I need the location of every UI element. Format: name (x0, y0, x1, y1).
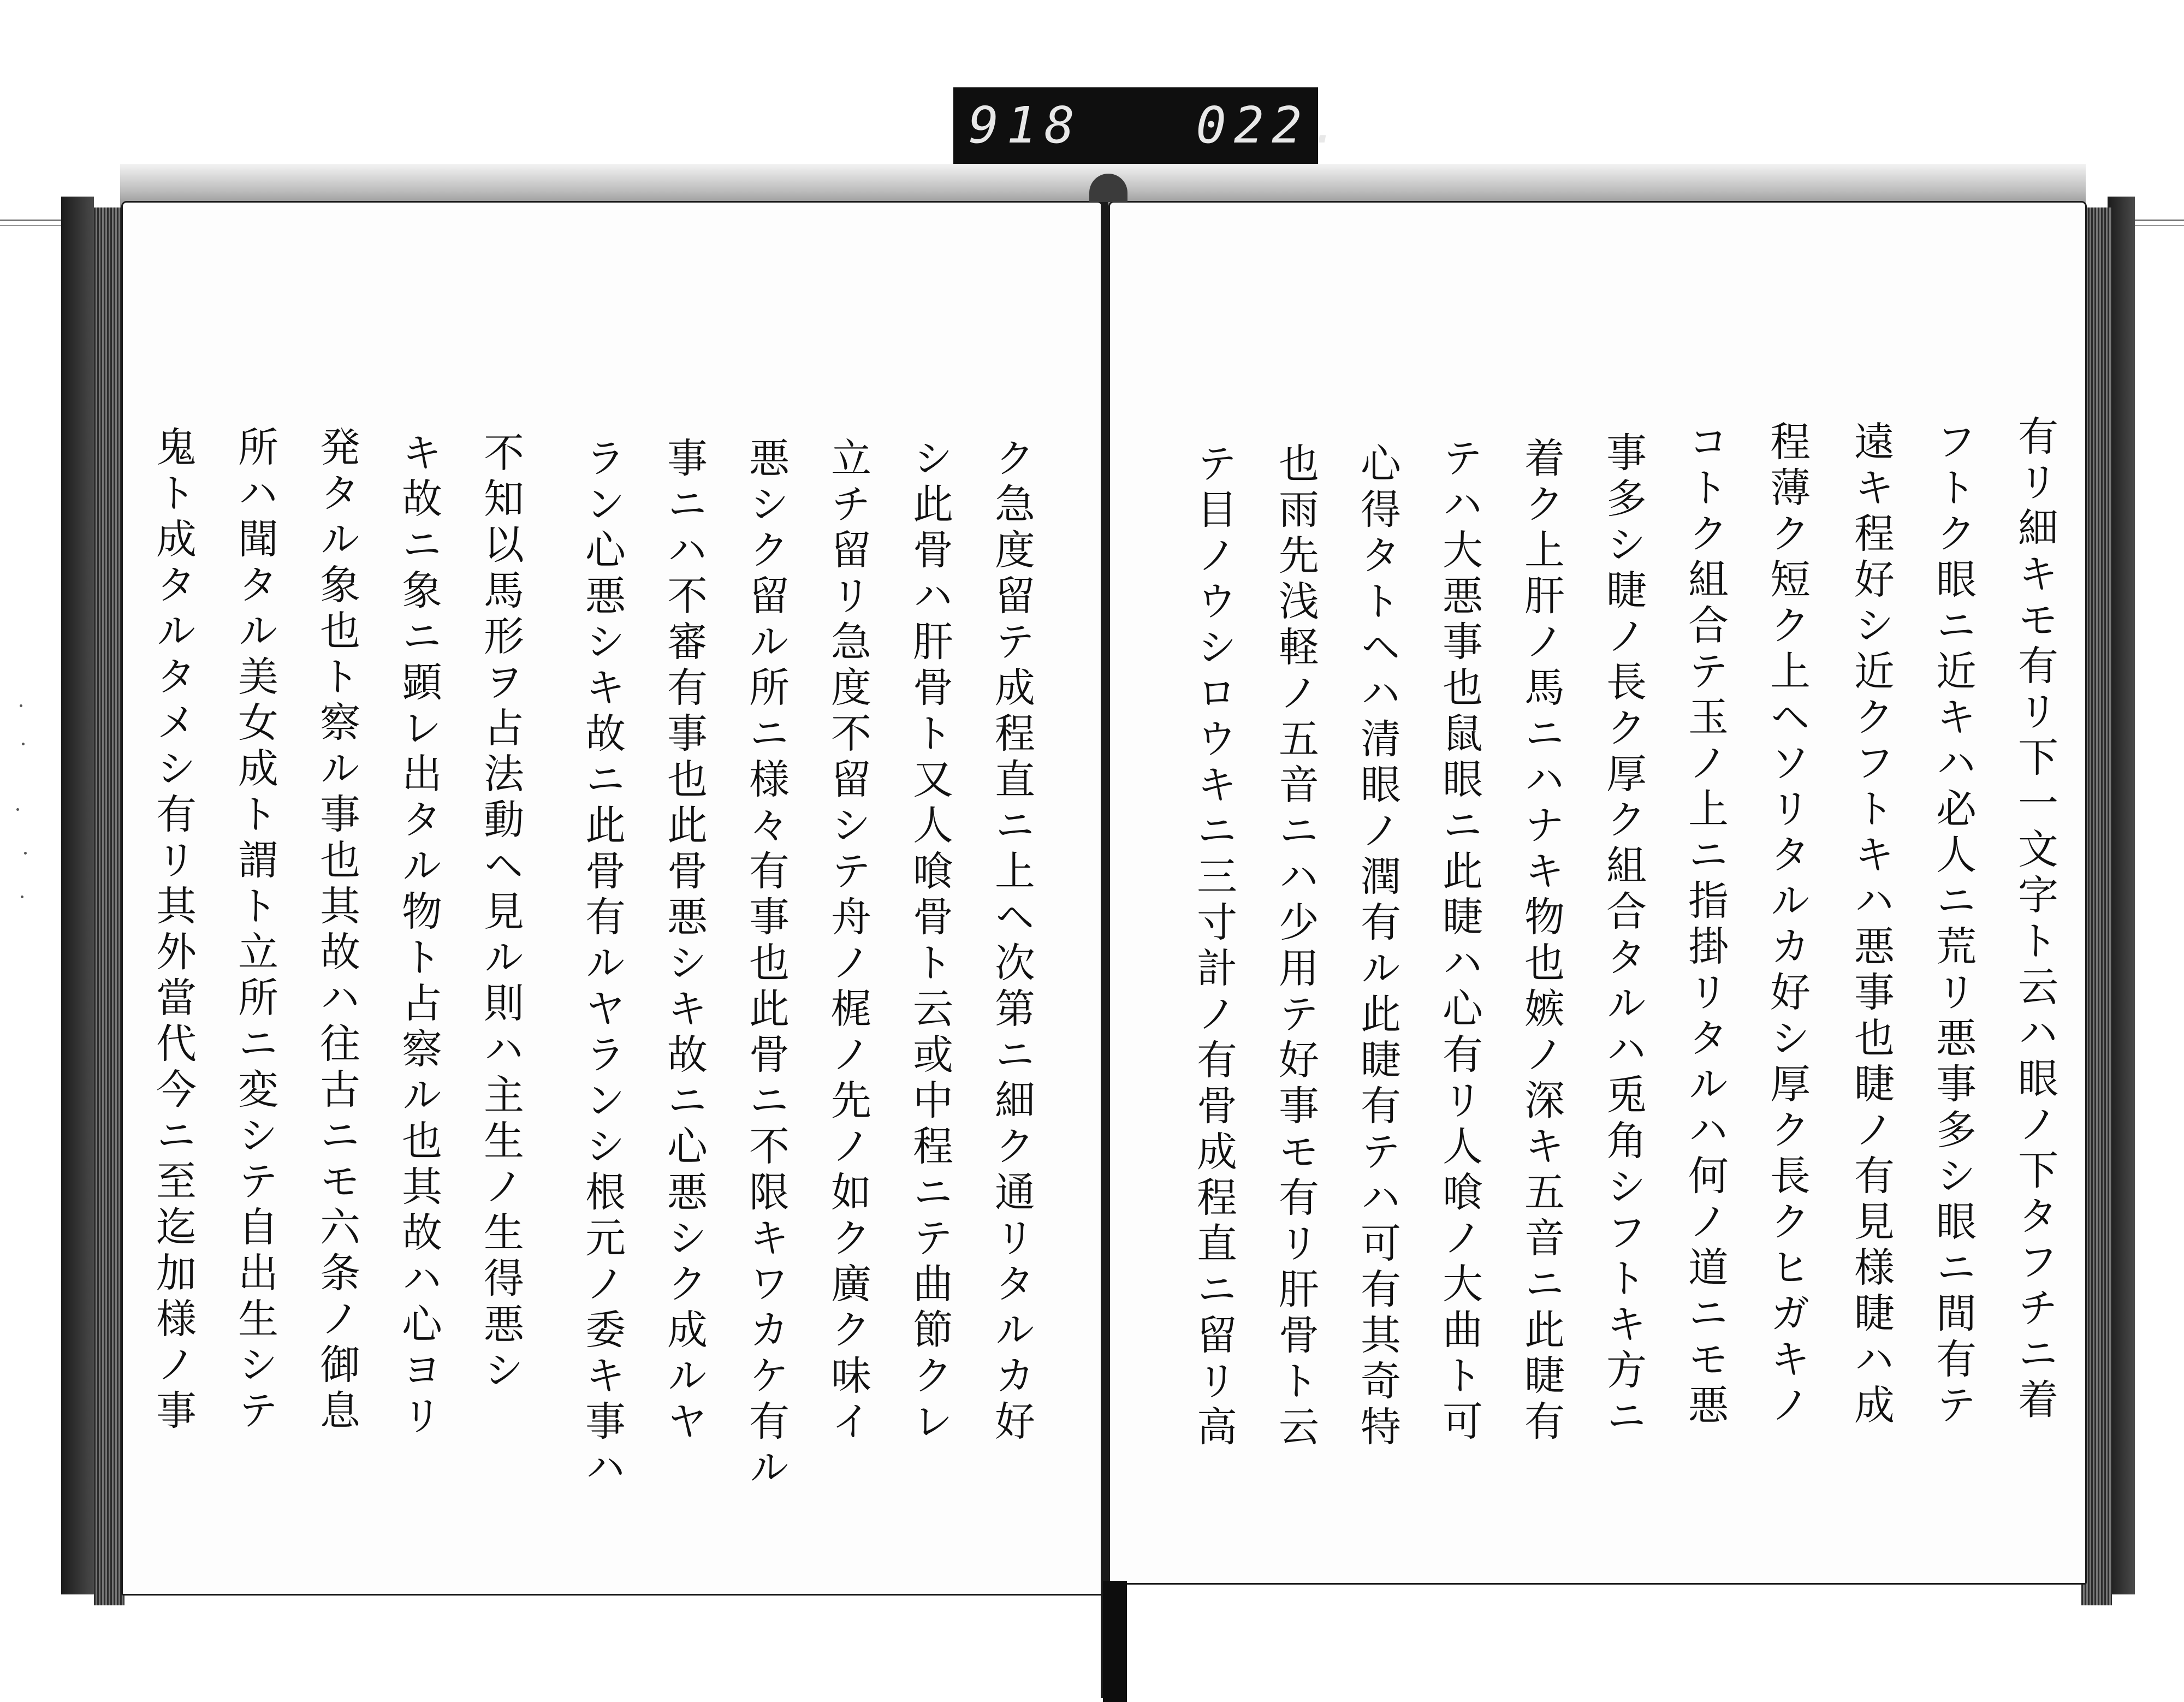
right-page-column-9: 心得タトヘハ清眼ノ潤有ル此睫有テハ可有其奇特 (1354, 442, 1401, 1451)
spine-shadow (1103, 1581, 1127, 1702)
right-page-column-10: 也雨先浅軽ノ五音ニハ少用テ好事モ有リ肝骨ト云 (1272, 442, 1319, 1451)
left-page-column-7: 不知以馬形ヲ占法動ヘ見ル則ハ主生ノ生得悪シ (477, 431, 524, 1395)
right-page-column-1: 有リ細キモ有リ下一文字ト云ハ眼ノ下タフチニ着 (2011, 415, 2058, 1424)
right-page-column-8: テハ大悪事也鼠眼ニ此睫ハ心有リ人喰ノ大曲ト可 (1436, 437, 1483, 1446)
frame-counter-label: 918 022. (953, 87, 1318, 164)
left-page-column-10: 所ハ聞タル美女成ト謂ト立所ニ変シテ自出生シテ (232, 426, 278, 1435)
left-page-column-2: シ此骨ハ肝骨ト又人喰骨ト云或中程ニテ曲節クレ (906, 437, 953, 1446)
left-page-column-11: 鬼ト成タルタメシ有リ其外當代今ニ至迄加様ノ事 (150, 426, 197, 1435)
right-page-column-6: 事多シ睫ノ長ク厚ク組合タルハ兎角シフトキ方ニ (1600, 431, 1647, 1440)
scan-speck (21, 896, 23, 898)
right-page-column-11: テ目ノウシロウキニ三寸計ノ有骨成程直ニ留リ高 (1190, 442, 1237, 1451)
left-page-column-4: 悪シク留ル所ニ様々有事也此骨ニ不限キワカケ有ル (743, 437, 790, 1492)
left-page-column-6: ラン心悪シキ故ニ此骨有ルヤランシ根元ノ委キ事ハ (579, 437, 626, 1492)
left-page-column-9: 発タル象也ト察ル事也其故ハ往古ニモ六条ノ御息 (313, 426, 360, 1435)
right-page-column-2: フトク眼ニ近キハ必人ニ荒リ悪事多シ眼ニ間有テ (1930, 420, 1977, 1430)
scan-speck (20, 704, 22, 707)
right-page-column-4: 程薄ク短ク上ヘソリタルカ好シ厚ク長クヒガキノ (1764, 420, 1811, 1430)
left-page-column-8: キ故ニ象ニ顕レ出タル物ト占察ル也其故ハ心ヨリ (395, 431, 442, 1440)
scan-speck (24, 852, 27, 855)
right-page-column-5: コトク組合テ玉ノ上ニ指掛リタルハ何ノ道ニモ悪 (1682, 420, 1729, 1430)
right-page-column-7: 着ク上肝ノ馬ニハナキ物也嫉ノ深キ五音ニ此睫有 (1518, 437, 1565, 1446)
scan-speck (16, 808, 19, 811)
left-page-column-3: 立チ留リ急度不留シテ舟ノ梶ノ先ノ如ク廣ク味イ (824, 437, 871, 1446)
right-page-column-3: 遠キ程好シ近クフトキハ悪事也睫ノ有見様睫ハ成 (1848, 420, 1895, 1430)
left-page-column-5: 事ニハ不審有事也此骨悪シキ故ニ心悪シク成ルヤ (661, 437, 708, 1446)
scan-speck (22, 743, 25, 745)
left-page-column-1: ク急度留テ成程直ニ上ヘ次第ニ細ク通リタルカ好 (988, 437, 1035, 1446)
left-page-stack (94, 207, 124, 1605)
left-cover-edge (61, 197, 94, 1594)
book-spine (1101, 202, 1108, 1698)
